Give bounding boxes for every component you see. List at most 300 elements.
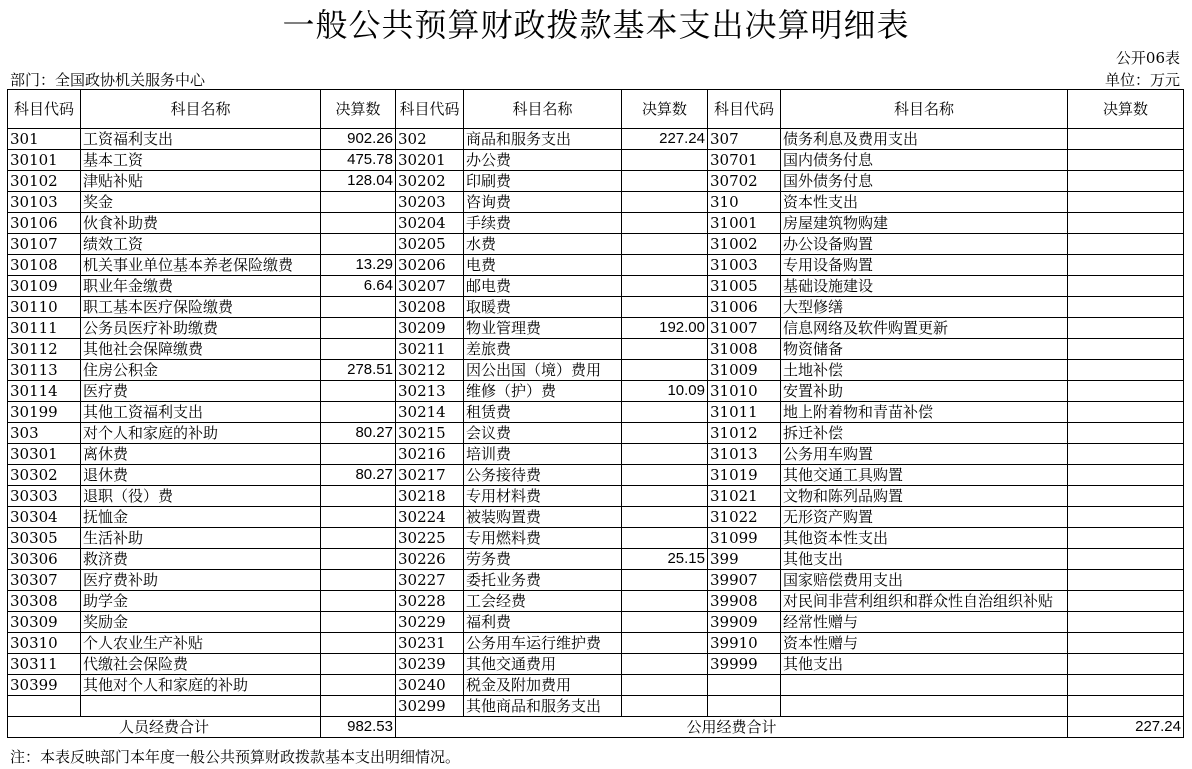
table-row [8, 234, 1184, 255]
cell-name-3: 其他支出 [781, 549, 1068, 570]
cell-amount-3 [1068, 507, 1184, 528]
cell-name-3: 无形资产购置 [781, 507, 1068, 528]
cell-amount-1 [321, 654, 396, 675]
cell-amount-2 [622, 150, 708, 171]
cell-amount-2 [622, 297, 708, 318]
cell-name-1: 退职（役）费 [81, 486, 321, 507]
cell-amount-2 [622, 255, 708, 276]
cell-name-2: 劳务费 [464, 549, 622, 570]
cell-amount-1: 13.29 [321, 255, 396, 276]
cell-name-1: 退休费 [81, 465, 321, 486]
cell-amount-2 [622, 171, 708, 192]
cell-code-2: 30226 [396, 549, 464, 570]
cell-code-3 [708, 696, 781, 717]
cell-amount-3 [1068, 360, 1184, 381]
table-row [8, 570, 1184, 591]
cell-amount-1 [321, 213, 396, 234]
cell-code-2: 30299 [396, 696, 464, 717]
cell-code-2: 30204 [396, 213, 464, 234]
header-amount-1: 决算数 [321, 90, 396, 129]
cell-amount-1 [321, 570, 396, 591]
cell-amount-3 [1068, 213, 1184, 234]
cell-amount-1 [321, 381, 396, 402]
cell-name-2: 公务接待费 [464, 465, 622, 486]
cell-amount-1: 128.04 [321, 171, 396, 192]
cell-name-3: 专用设备购置 [781, 255, 1068, 276]
cell-amount-3 [1068, 381, 1184, 402]
cell-name-2: 福利费 [464, 612, 622, 633]
cell-amount-3 [1068, 297, 1184, 318]
cell-name-2: 印刷费 [464, 171, 622, 192]
cell-code-2: 30231 [396, 633, 464, 654]
cell-code-1: 30305 [8, 528, 81, 549]
public-total-label: 公用经费合计 [396, 717, 1068, 738]
cell-code-1: 30302 [8, 465, 81, 486]
cell-amount-1 [321, 696, 396, 717]
cell-name-2: 其他交通费用 [464, 654, 622, 675]
cell-name-2: 物业管理费 [464, 318, 622, 339]
cell-code-2: 302 [396, 129, 464, 150]
cell-amount-1: 80.27 [321, 423, 396, 444]
cell-code-1: 30399 [8, 675, 81, 696]
cell-code-1: 30107 [8, 234, 81, 255]
cell-code-2: 30203 [396, 192, 464, 213]
cell-code-3: 31002 [708, 234, 781, 255]
cell-amount-3 [1068, 171, 1184, 192]
cell-amount-2 [622, 192, 708, 213]
cell-code-3: 31008 [708, 339, 781, 360]
cell-amount-1 [321, 675, 396, 696]
cell-name-1: 个人农业生产补贴 [81, 633, 321, 654]
cell-code-3: 31019 [708, 465, 781, 486]
cell-name-3: 办公设备购置 [781, 234, 1068, 255]
header-name-3: 科目名称 [781, 90, 1068, 129]
department-label: 部门：全国政协机关服务中心 [10, 71, 206, 89]
table-row [8, 192, 1184, 213]
cell-name-2: 办公费 [464, 150, 622, 171]
cell-name-2: 公务用车运行维护费 [464, 633, 622, 654]
cell-code-2: 30212 [396, 360, 464, 381]
cell-amount-3 [1068, 234, 1184, 255]
cell-code-3: 31001 [708, 213, 781, 234]
cell-name-1: 离休费 [81, 444, 321, 465]
cell-name-1: 绩效工资 [81, 234, 321, 255]
cell-code-2: 30206 [396, 255, 464, 276]
cell-name-1: 医疗费 [81, 381, 321, 402]
cell-amount-2 [622, 234, 708, 255]
table-row [8, 549, 1184, 570]
cell-name-2: 商品和服务支出 [464, 129, 622, 150]
cell-code-1 [8, 696, 81, 717]
table-row [8, 213, 1184, 234]
cell-code-1: 30301 [8, 444, 81, 465]
cell-name-3: 对民间非营利组织和群众性自治组织补贴 [781, 591, 1068, 612]
table-row [8, 381, 1184, 402]
cell-name-2: 邮电费 [464, 276, 622, 297]
cell-amount-2: 192.00 [622, 318, 708, 339]
cell-code-3: 31006 [708, 297, 781, 318]
cell-amount-1: 475.78 [321, 150, 396, 171]
cell-name-3: 其他支出 [781, 654, 1068, 675]
cell-amount-1 [321, 402, 396, 423]
cell-name-1: 其他工资福利支出 [81, 402, 321, 423]
cell-code-3: 31003 [708, 255, 781, 276]
cell-name-3: 信息网络及软件购置更新 [781, 318, 1068, 339]
table-row [8, 360, 1184, 381]
cell-name-1: 其他对个人和家庭的补助 [81, 675, 321, 696]
cell-code-1: 30111 [8, 318, 81, 339]
cell-name-2: 会议费 [464, 423, 622, 444]
cell-amount-2 [622, 675, 708, 696]
cell-name-2: 维修（护）费 [464, 381, 622, 402]
cell-name-3 [781, 696, 1068, 717]
table-row [8, 150, 1184, 171]
page-title: 一般公共预算财政拨款基本支出决算明细表 [282, 6, 910, 44]
cell-name-1: 抚恤金 [81, 507, 321, 528]
cell-amount-2 [622, 444, 708, 465]
cell-name-3: 物资储备 [781, 339, 1068, 360]
cell-code-3: 31010 [708, 381, 781, 402]
cell-code-3: 307 [708, 129, 781, 150]
cell-name-1: 住房公积金 [81, 360, 321, 381]
cell-name-3: 其他资本性支出 [781, 528, 1068, 549]
cell-code-2: 30229 [396, 612, 464, 633]
cell-name-1: 职工基本医疗保险缴费 [81, 297, 321, 318]
cell-amount-3 [1068, 528, 1184, 549]
table-row [8, 297, 1184, 318]
cell-amount-2 [622, 465, 708, 486]
cell-code-3: 31007 [708, 318, 781, 339]
cell-name-2: 其他商品和服务支出 [464, 696, 622, 717]
cell-name-3: 地上附着物和青苗补偿 [781, 402, 1068, 423]
cell-name-2: 委托业务费 [464, 570, 622, 591]
cell-amount-2: 227.24 [622, 129, 708, 150]
cell-name-1: 工资福利支出 [81, 129, 321, 150]
cell-name-3: 国内债务付息 [781, 150, 1068, 171]
cell-code-1: 30306 [8, 549, 81, 570]
cell-amount-1 [321, 318, 396, 339]
cell-code-1: 301 [8, 129, 81, 150]
cell-code-1: 30110 [8, 297, 81, 318]
cell-name-2: 专用燃料费 [464, 528, 622, 549]
cell-amount-2 [622, 633, 708, 654]
cell-name-2: 手续费 [464, 213, 622, 234]
cell-name-2: 专用材料费 [464, 486, 622, 507]
table-header-row [8, 90, 1184, 129]
cell-amount-2 [622, 696, 708, 717]
cell-code-1: 30199 [8, 402, 81, 423]
cell-name-2: 电费 [464, 255, 622, 276]
cell-code-3: 31013 [708, 444, 781, 465]
cell-code-2: 30211 [396, 339, 464, 360]
cell-code-1: 30101 [8, 150, 81, 171]
cell-code-2: 30240 [396, 675, 464, 696]
table-row [8, 444, 1184, 465]
cell-name-1: 津贴补贴 [81, 171, 321, 192]
table-row [8, 528, 1184, 549]
cell-amount-3 [1068, 150, 1184, 171]
table-row [8, 696, 1184, 717]
cell-name-3: 经常性赠与 [781, 612, 1068, 633]
cell-code-2: 30218 [396, 486, 464, 507]
cell-name-3: 房屋建筑物购建 [781, 213, 1068, 234]
cell-code-2: 30201 [396, 150, 464, 171]
cell-code-2: 30215 [396, 423, 464, 444]
cell-amount-1 [321, 633, 396, 654]
cell-code-1: 30308 [8, 591, 81, 612]
cell-amount-3 [1068, 633, 1184, 654]
cell-code-2: 30216 [396, 444, 464, 465]
cell-name-1: 其他社会保障缴费 [81, 339, 321, 360]
table-row [8, 339, 1184, 360]
personnel-total-value: 982.53 [321, 717, 396, 738]
header-name-1: 科目名称 [81, 90, 321, 129]
totals-row [8, 717, 1184, 738]
cell-code-2: 30239 [396, 654, 464, 675]
cell-code-1: 30303 [8, 486, 81, 507]
cell-name-2: 工会经费 [464, 591, 622, 612]
cell-code-3: 31022 [708, 507, 781, 528]
public-total-value: 227.24 [1068, 717, 1184, 738]
cell-name-1: 助学金 [81, 591, 321, 612]
cell-amount-2 [622, 339, 708, 360]
cell-name-1: 公务员医疗补助缴费 [81, 318, 321, 339]
cell-code-3: 31099 [708, 528, 781, 549]
cell-amount-1 [321, 486, 396, 507]
cell-amount-3 [1068, 696, 1184, 717]
cell-code-3: 31021 [708, 486, 781, 507]
cell-name-2: 培训费 [464, 444, 622, 465]
cell-name-3: 土地补偿 [781, 360, 1068, 381]
cell-name-1: 奖励金 [81, 612, 321, 633]
cell-code-1: 30113 [8, 360, 81, 381]
cell-code-1: 30311 [8, 654, 81, 675]
cell-code-2: 30207 [396, 276, 464, 297]
cell-name-1: 救济费 [81, 549, 321, 570]
cell-code-1: 30109 [8, 276, 81, 297]
cell-name-1: 对个人和家庭的补助 [81, 423, 321, 444]
cell-amount-2: 25.15 [622, 549, 708, 570]
cell-amount-1 [321, 507, 396, 528]
cell-code-2: 30225 [396, 528, 464, 549]
cell-code-1: 30106 [8, 213, 81, 234]
table-row [8, 591, 1184, 612]
cell-amount-2 [622, 591, 708, 612]
cell-amount-1: 80.27 [321, 465, 396, 486]
cell-code-2: 30208 [396, 297, 464, 318]
cell-code-2: 30227 [396, 570, 464, 591]
cell-amount-2: 10.09 [622, 381, 708, 402]
cell-amount-3 [1068, 276, 1184, 297]
cell-code-1: 30114 [8, 381, 81, 402]
footnote: 注：本表反映部门本年度一般公共预算财政拨款基本支出明细情况。 [10, 748, 461, 766]
cell-code-3: 39907 [708, 570, 781, 591]
cell-amount-3 [1068, 654, 1184, 675]
header-code-2: 科目代码 [396, 90, 464, 129]
cell-name-1: 代缴社会保险费 [81, 654, 321, 675]
table-row [8, 423, 1184, 444]
table-row [8, 654, 1184, 675]
cell-amount-2 [622, 486, 708, 507]
cell-amount-3 [1068, 591, 1184, 612]
table-row [8, 129, 1184, 150]
table-row [8, 255, 1184, 276]
cell-code-1: 30102 [8, 171, 81, 192]
table-row [8, 402, 1184, 423]
cell-code-2: 30214 [396, 402, 464, 423]
cell-amount-2 [622, 528, 708, 549]
cell-amount-1 [321, 234, 396, 255]
cell-amount-3 [1068, 465, 1184, 486]
cell-code-3: 39908 [708, 591, 781, 612]
cell-code-2: 30213 [396, 381, 464, 402]
cell-amount-2 [622, 570, 708, 591]
cell-amount-2 [622, 612, 708, 633]
cell-code-3: 30702 [708, 171, 781, 192]
cell-code-1: 30103 [8, 192, 81, 213]
cell-name-1: 生活补助 [81, 528, 321, 549]
cell-amount-3 [1068, 486, 1184, 507]
cell-amount-3 [1068, 129, 1184, 150]
cell-name-2: 被装购置费 [464, 507, 622, 528]
cell-amount-2 [622, 423, 708, 444]
cell-code-3: 31012 [708, 423, 781, 444]
cell-name-1: 基本工资 [81, 150, 321, 171]
cell-code-3: 39910 [708, 633, 781, 654]
cell-code-2: 30217 [396, 465, 464, 486]
cell-code-1: 303 [8, 423, 81, 444]
cell-code-3: 310 [708, 192, 781, 213]
cell-name-3: 资本性支出 [781, 192, 1068, 213]
header-name-2: 科目名称 [464, 90, 622, 129]
cell-amount-1: 278.51 [321, 360, 396, 381]
header-amount-3: 决算数 [1068, 90, 1184, 129]
cell-amount-1 [321, 549, 396, 570]
cell-amount-3 [1068, 549, 1184, 570]
cell-name-2: 差旅费 [464, 339, 622, 360]
cell-name-3: 大型修缮 [781, 297, 1068, 318]
header-amount-2: 决算数 [622, 90, 708, 129]
cell-name-3: 文物和陈列品购置 [781, 486, 1068, 507]
cell-amount-2 [622, 276, 708, 297]
cell-amount-1 [321, 612, 396, 633]
cell-amount-2 [622, 360, 708, 381]
cell-name-3: 国家赔偿费用支出 [781, 570, 1068, 591]
cell-code-2: 30209 [396, 318, 464, 339]
cell-name-2: 咨询费 [464, 192, 622, 213]
table-row [8, 318, 1184, 339]
cell-amount-1: 6.64 [321, 276, 396, 297]
cell-code-3: 399 [708, 549, 781, 570]
cell-amount-3 [1068, 339, 1184, 360]
cell-name-2: 因公出国（境）费用 [464, 360, 622, 381]
cell-amount-1 [321, 192, 396, 213]
cell-name-3: 基础设施建设 [781, 276, 1068, 297]
cell-code-1: 30307 [8, 570, 81, 591]
table-row [8, 612, 1184, 633]
table-row [8, 486, 1184, 507]
cell-amount-3 [1068, 318, 1184, 339]
cell-amount-3 [1068, 570, 1184, 591]
table-body [8, 129, 1184, 717]
cell-name-3: 拆迁补偿 [781, 423, 1068, 444]
cell-amount-3 [1068, 444, 1184, 465]
cell-code-3: 39999 [708, 654, 781, 675]
cell-code-2: 30224 [396, 507, 464, 528]
cell-amount-2 [622, 213, 708, 234]
cell-name-1: 伙食补助费 [81, 213, 321, 234]
cell-amount-1 [321, 339, 396, 360]
cell-amount-1 [321, 591, 396, 612]
cell-code-3: 31011 [708, 402, 781, 423]
cell-name-3: 债务利息及费用支出 [781, 129, 1068, 150]
cell-amount-3 [1068, 675, 1184, 696]
cell-name-3: 其他交通工具购置 [781, 465, 1068, 486]
table-row [8, 675, 1184, 696]
cell-amount-3 [1068, 612, 1184, 633]
cell-amount-2 [622, 402, 708, 423]
cell-name-2: 水费 [464, 234, 622, 255]
cell-code-1: 30304 [8, 507, 81, 528]
cell-amount-3 [1068, 192, 1184, 213]
cell-code-3: 39909 [708, 612, 781, 633]
cell-name-1: 医疗费补助 [81, 570, 321, 591]
cell-amount-3 [1068, 423, 1184, 444]
cell-amount-1 [321, 528, 396, 549]
cell-code-3 [708, 675, 781, 696]
cell-name-3: 资本性赠与 [781, 633, 1068, 654]
cell-amount-3 [1068, 255, 1184, 276]
cell-code-1: 30309 [8, 612, 81, 633]
cell-amount-2 [622, 507, 708, 528]
cell-name-3 [781, 675, 1068, 696]
cell-code-3: 30701 [708, 150, 781, 171]
cell-name-1 [81, 696, 321, 717]
table-row [8, 465, 1184, 486]
cell-name-1: 机关事业单位基本养老保险缴费 [81, 255, 321, 276]
unit-label: 单位：万元 [1104, 71, 1180, 89]
cell-code-2: 30228 [396, 591, 464, 612]
cell-name-2: 税金及附加费用 [464, 675, 622, 696]
cell-name-3: 安置补助 [781, 381, 1068, 402]
cell-code-2: 30205 [396, 234, 464, 255]
form-number: 公开06表 [1115, 49, 1180, 67]
cell-name-2: 取暖费 [464, 297, 622, 318]
personnel-total-label: 人员经费合计 [8, 717, 321, 738]
table-row [8, 171, 1184, 192]
cell-name-3: 国外债务付息 [781, 171, 1068, 192]
cell-code-1: 30112 [8, 339, 81, 360]
table-row [8, 633, 1184, 654]
cell-name-1: 职业年金缴费 [81, 276, 321, 297]
cell-amount-3 [1068, 402, 1184, 423]
cell-code-3: 31009 [708, 360, 781, 381]
cell-code-1: 30108 [8, 255, 81, 276]
table-row [8, 276, 1184, 297]
cell-code-2: 30202 [396, 171, 464, 192]
header-code-3: 科目代码 [708, 90, 781, 129]
cell-name-1: 奖金 [81, 192, 321, 213]
cell-amount-1 [321, 297, 396, 318]
cell-code-3: 31005 [708, 276, 781, 297]
header-code-1: 科目代码 [8, 90, 81, 129]
cell-amount-2 [622, 654, 708, 675]
table-row [8, 507, 1184, 528]
cell-amount-1 [321, 444, 396, 465]
cell-amount-1: 902.26 [321, 129, 396, 150]
cell-name-3: 公务用车购置 [781, 444, 1068, 465]
cell-code-1: 30310 [8, 633, 81, 654]
